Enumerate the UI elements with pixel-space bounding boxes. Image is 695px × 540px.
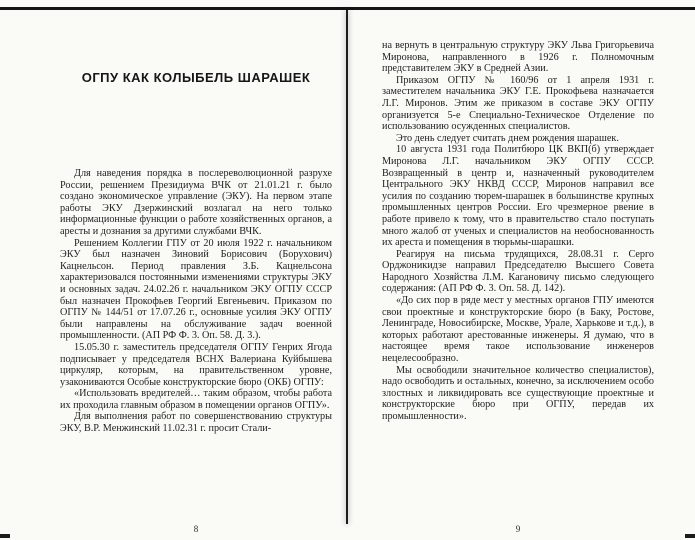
book-gutter-line (346, 10, 348, 524)
bottom-left-mark (0, 534, 10, 538)
paragraph: Реагируя на письма трудящихся, 28.08.31 г. Серго Орджоникидзе направил Председателю Высшего Совета Народного Хозяйства Л.М. Кагановичу письмо следующего содержания: (АП РФ Ф. 3. Оп. 58. Д. 142). (382, 248, 654, 295)
paragraph: 15.05.30 г. заместитель председателя ОГПУ Генрих Ягода подписывает у председателя ВСНХ Валериана Куйбышева циркуляр, которым, на правительственном уровне, узакониваются Особые конструкторские бюро (ОКБ) ОГПУ: (60, 341, 332, 388)
paragraph: Для наведения порядка в послереволюционной разрухе России, решением Президиума ВЧК от 21.01.21 г. было создано экономическое управление (ЭКУ). На первом этапе работы ЭКУ Дзержинский возлагал на него только информационные функции о работе хозяйственных органов, а аресты и дознания за другими службами ВЧК. (60, 168, 332, 237)
right-page-number: 9 (515, 524, 521, 534)
left-page-text (60, 168, 332, 435)
paragraph: Приказом ОГПУ № 160/96 от 1 апреля 1931 г. заместителем начальника ЭКУ Г.Е. Прокофьева назначается Л.Г. Миронов. Этим же приказом в составе ЭКУ ОГПУ организуется 5-е Специально-Техническое Отделение по использованию осужденных специалистов. (382, 74, 654, 133)
left-page (60, 0, 332, 540)
right-page-text (382, 40, 654, 423)
quote-paragraph: «До сих пор в ряде мест у местных органов ГПУ имеются свои проектные и конструкторские бюро (в Баку, Ростове, Ленинграде, Новосибирске, Москве, Урале, Харькове и т.д.), в которых работают арестованные инженеры. Я думаю, что в настоящее время такое использование инженеров нецелесообразно. (382, 295, 654, 365)
bottom-right-mark (685, 534, 695, 538)
quote-paragraph: «Использовать вредителей… таким образом, чтобы работа их проходила главным образом в помещении органов ОГПУ». (60, 388, 332, 411)
continuation-paragraph: на вернуть в центральную структуру ЭКУ Льва Григорьевича Миронова, направленного в 1926 г. Полномочным представителем ЭКУ в Средней Азии. (382, 40, 654, 75)
paragraph: 10 августа 1931 года Политбюро ЦК ВКП(б) утверждает Миронова Л.Г. начальником ЭКУ ОГПУ СССР. Возвращенный в центр и, назначенный руководителем Центрального ЭКУ НКВД СССР, Миронов направил все усилия по созданию тюрем-шарашек в большинстве крупных промышленных центров России. Его чрезмерное рвение в работе привело к тому, что в правительство стало поступать много жалоб от ученых и специалистов на необоснованность их ареста и помещения в тюрьмы-шарашки. (382, 144, 654, 249)
paragraph: Решением Коллегии ГПУ от 20 июля 1922 г. начальником ЭКУ был назначен Зиновий Борисович (Борухович) Кацнельсон. Период правления З.Б. Кацнельсона характеризовался постоянными изменениями структуры ЭКУ и основных задач. 24.02.26 г. начальником ЭКУ ОГПУ СССР был назначен Прокофьев Георгий Евгеньевич. Приказом по ОГПУ № 144/51 от 17.07.26 г., основные усилия ЭКУ ОГПУ были направлены на обслуживание задач военной промышленности. (АП РФ Ф. 3. Оп. 58. Д. 3.). (60, 237, 332, 342)
right-page (382, 0, 654, 540)
paragraph: Для выполнения работ по совершенствованию структуры ЭКУ, В.Р. Менжинский 11.02.31 г. просит Стали- (60, 411, 332, 435)
chapter-title: ОГПУ КАК КОЛЫБЕЛЬ ШАРАШЕК (81, 70, 311, 85)
paragraph: Это день следует считать днем рождения шарашек. (396, 132, 619, 144)
left-page-number: 8 (193, 524, 199, 534)
quote-paragraph: Мы освободили значительное количество специалистов), надо освободить и остальных, конечно, за исключением особо злостных и ликвидировать все существующие проектные и конструкторские бюро при ОГПУ, передав их промышленности». (382, 364, 654, 422)
